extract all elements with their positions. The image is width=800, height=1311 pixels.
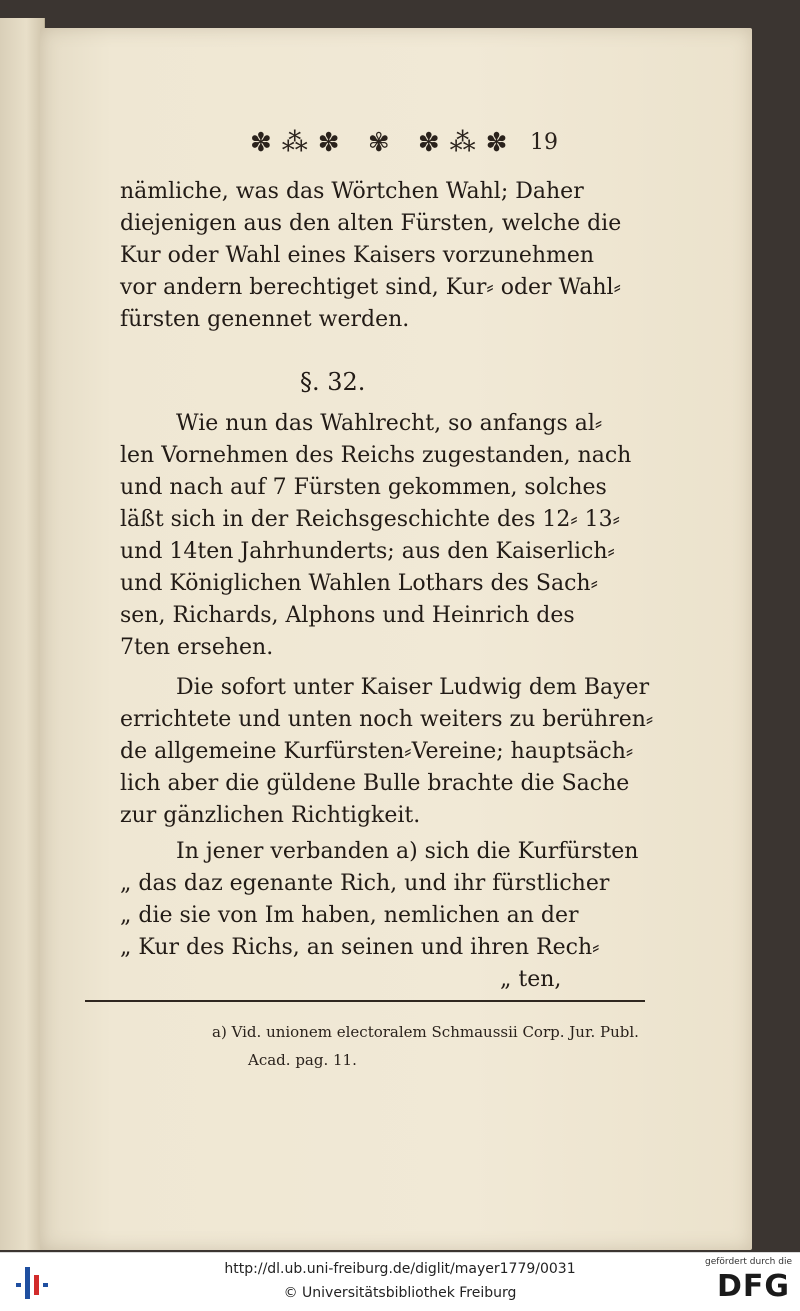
text-line: und Königlichen Wahlen Lothars des Sach⸗ [120,571,598,596]
paragraph-3 [120,672,654,832]
text-line: errichtete und unten noch weiters zu berühren⸗ [120,707,654,732]
text-line: „ Kur des Richs, an seinen und ihren Rech⸗ [120,935,600,960]
book-page [40,28,752,1250]
text-line: fürsten genennet werden. [120,307,410,332]
text-line: diejenigen aus den alten Fürsten, welche die [120,211,622,236]
funding-caption: gefördert durch die [705,1257,792,1267]
page-number: 19 [530,130,558,155]
text-line: 7ten ersehen. [120,635,274,660]
text-line: Wie nun das Wahlrecht, so anfangs al⸗ [176,411,603,436]
text-line: vor andern berechtiget sind, Kur⸗ oder Wahl⸗ [120,275,621,300]
section-heading: §. 32. [300,368,366,396]
text-line: len Vornehmen des Reichs zugestanden, nach [120,443,632,468]
text-line: „ die sie von Im haben, nemlichen an der [120,903,579,928]
footnote-line: a) Vid. unionem electoralem Schmaussii Corp. Jur. Publ. [212,1023,639,1041]
text-line: Kur oder Wahl eines Kaisers vorzunehmen [120,243,595,268]
text-line: In jener verbanden a) sich die Kurfürsten [176,839,639,864]
footnote-rule [85,1000,645,1002]
text-line: und 14ten Jahrhunderts; aus den Kaiserlich⸗ [120,539,615,564]
text-line: de allgemeine Kurfürsten⸗Vereine; hauptsäch⸗ [120,739,634,764]
text-line: lich aber die güldene Bulle brachte die Sache [120,771,630,796]
footnote-line: Acad. pag. 11. [248,1051,357,1069]
text-line: läßt sich in der Reichsgeschichte des 12⸗ 13⸗ [120,507,620,532]
header-ornament: ✽⁂✽ ✾ ✽⁂✽ [250,128,518,158]
paragraph-4 [120,836,639,996]
text-line: sen, Richards, Alphons und Heinrich des [120,603,575,628]
facing-page-edge [0,18,45,1250]
text-line: „ das daz egenante Rich, und ihr fürstlicher [120,871,610,896]
text-line: und nach auf 7 Fürsten gekommen, solches [120,475,607,500]
text-line: zur gänzlichen Richtigkeit. [120,803,421,828]
text-line: nämliche, was das Wörtchen Wahl; Daher [120,179,584,204]
permalink-url[interactable]: http://dl.ub.uni-freiburg.de/diglit/mayer1779/0031 [224,1261,576,1277]
copyright-notice: © Universitätsbibliothek Freiburg [283,1285,517,1301]
running-head [120,128,650,168]
viewer-footer [0,1252,800,1311]
dfg-logo: DFG [716,1269,790,1304]
paragraph-1 [120,176,622,336]
text-line: „ ten, [500,967,562,992]
paragraph-2 [120,408,632,664]
footnote [212,1018,652,1074]
text-line: Die sofort unter Kaiser Ludwig dem Bayer [176,675,650,700]
